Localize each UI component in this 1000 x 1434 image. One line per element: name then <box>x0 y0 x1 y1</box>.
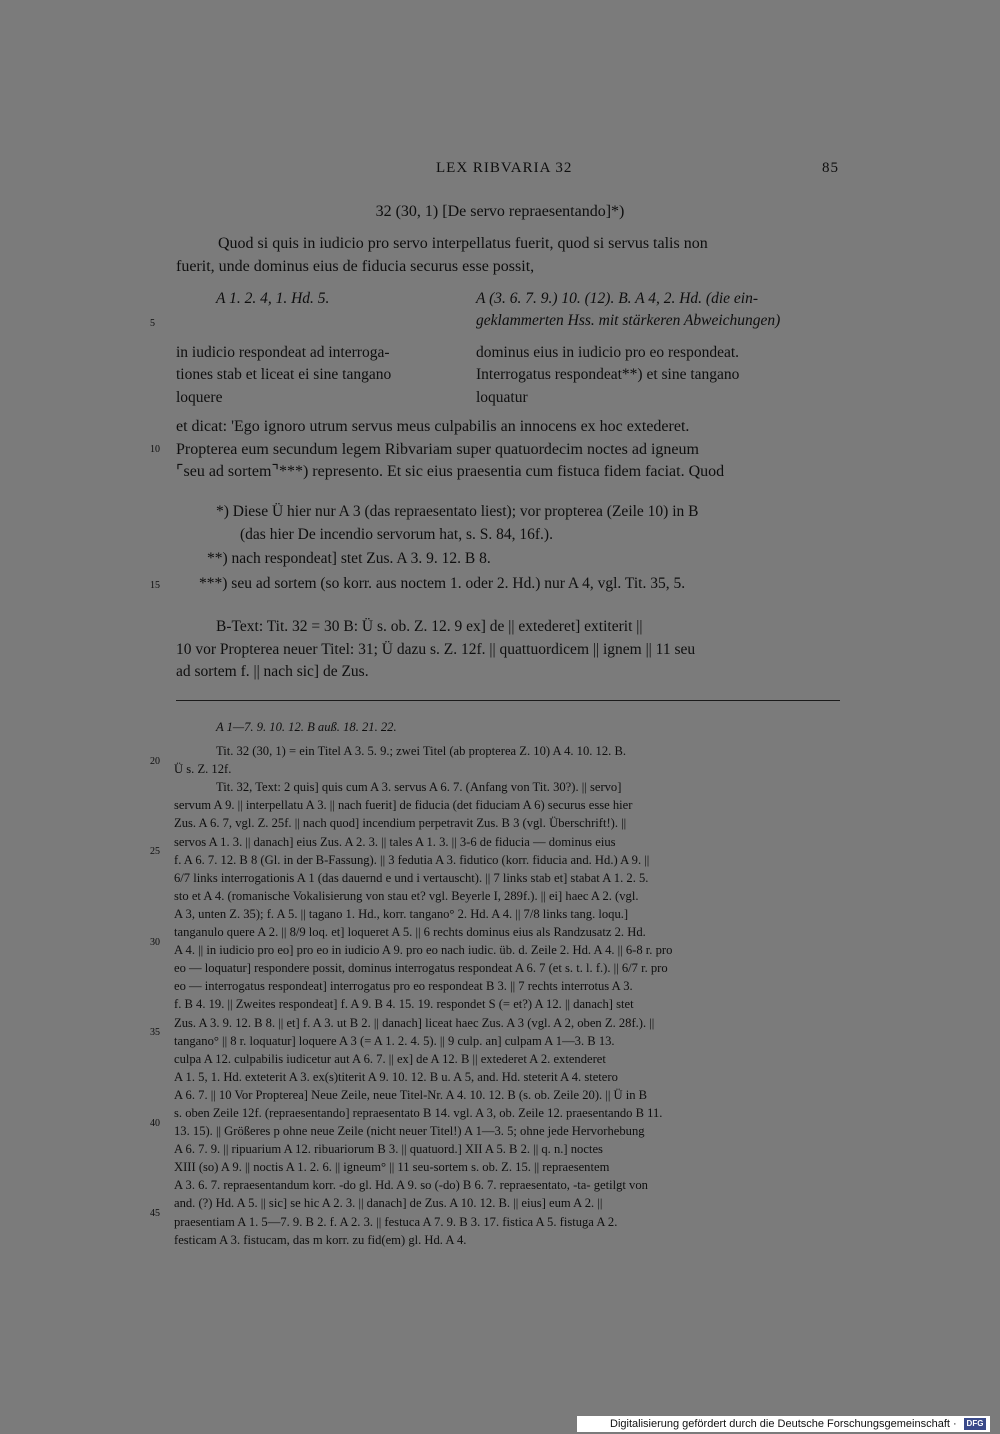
b-text <box>176 616 840 684</box>
footnote-1-cont: (das hier De incendio servorum hat, s. S. 84, 16f.). <box>240 526 553 543</box>
section-title: 32 (30, 1) [De servo repraesentando]*) <box>375 203 625 220</box>
line-number: 20 <box>150 756 160 767</box>
apparatus-line: A 6. 7. 9. || ripuarium A 12. ribuariorum B 3. || quatuord.] XII A 5. B 2. || q. n.] noctes <box>174 1142 603 1157</box>
right-line: Interrogatus respondeat**) et sine tangano <box>476 366 740 384</box>
right-head-line: A (3. 6. 7. 9.) 10. (12). B. A 4, 2. Hd. (die ein- <box>476 290 758 307</box>
line-number: 15 <box>150 580 160 591</box>
continuation-line: ⌜seu ad sortem⌝***) represento. Et sic eius praesentia cum fistuca fidem faciat. Quod <box>176 463 725 481</box>
right-column-text <box>476 342 840 409</box>
page-number: 85 <box>822 160 839 176</box>
apparatus-line: Ü s. Z. 12f. <box>174 762 232 777</box>
apparatus-line: Zus. A 6. 7, vgl. Z. 25f. || nach quod] incendium perpetravit Zus. B 3 (vgl. Überschrift!). || <box>174 816 627 831</box>
apparatus-line: Zus. A 3. 9. 12. B 8. || et] f. A 3. ut B 2. || danach] liceat haec Zus. A 3 (vgl. A 2, oben Z. 28f.). || <box>174 1015 655 1030</box>
line-number: 45 <box>150 1208 160 1219</box>
footnote-3: ***) seu ad sortem (so korr. aus noctem 1. oder 2. Hd.) nur A 4, vgl. Tit. 35, 5. <box>199 575 686 592</box>
apparatus-line: praesentiam A 1. 5—7. 9. B 2. f. A 2. 3. || festuca A 7. 9. B 3. 17. fistica A 5. fistuga A 2. <box>174 1214 618 1229</box>
apparatus-line: culpa A 12. culpabilis iudicetur aut A 6. 7. || ex] de A 12. B || extederet A 2. extenderet <box>174 1051 606 1066</box>
left-line: in iudicio respondeat ad interroga- <box>176 344 390 361</box>
continuation-paragraph <box>176 416 840 484</box>
intro-line: Quod si quis in iudicio pro servo interpellatus fuerit, quod si servus talis non <box>218 235 708 252</box>
dfg-logo-icon: DFG <box>964 1418 986 1430</box>
apparatus-line: tanganulo quere A 2. || 8/9 loq. et] loqueret A 5. || 6 rechts dominus eius als Randzusatz 2. Hd. <box>174 925 646 940</box>
apparatus-line: XIII (so) A 9. || noctis A 1. 2. 6. || igneum° || 11 seu-sortem s. ob. Z. 15. || repraesentem <box>174 1160 610 1175</box>
b-text-line: 10 vor Propterea neuer Titel: 31; Ü dazu s. Z. 12f. || quattuordicem || ignem || 11 seu <box>176 640 696 658</box>
line-number: 25 <box>150 846 160 857</box>
divider-rule <box>176 700 840 701</box>
running-title: LEX RIBVARIA 32 <box>436 160 573 176</box>
apparatus-line: s. oben Zeile 12f. (repraesentando] repraesentato B 14. vgl. A 3, ob. Zeile 12. praesentando B 11. <box>174 1105 663 1120</box>
intro-paragraph <box>176 233 840 278</box>
right-line: loquatur <box>476 388 528 406</box>
apparatus-line: 6/7 links interrogationis A 1 (das dauernd e und i vertauscht). || 7 links stab et] stabat A 1. 2. 5. <box>174 870 649 885</box>
apparatus-line: Tit. 32, Text: 2 quis] quis cum A 3. servus A 6. 7. (Anfang von Tit. 30?). || servo] <box>216 780 622 795</box>
right-line: dominus eius in iudicio pro eo respondeat. <box>476 344 740 361</box>
line-number: 5 <box>150 318 155 329</box>
apparatus-line: A 3, unten Z. 35); f. A 5. || tagano 1. Hd., korr. tangano° 2. Hd. A 4. || 7/8 links tang. loqu.] <box>174 906 629 921</box>
intro-line: fuerit, unde dominus eius de fiducia securus esse possit, <box>176 257 535 275</box>
apparatus-line: f. A 6. 7. 12. B 8 (Gl. in der B-Fassung). || 3 fedutia A 3. fidutico (korr. fiducia and. Hd.) A 9. || <box>174 852 650 867</box>
dfg-footer <box>577 1416 990 1432</box>
apparatus-line: A 1—7. 9. 10. 12. B auß. 18. 21. 22. <box>216 720 397 734</box>
right-head-line: geklammerten Hss. mit stärkeren Abweichungen) <box>476 312 781 330</box>
left-column-text <box>176 342 444 409</box>
footnote-1: *) Diese Ü hier nur A 3 (das repraesentato liest); vor propterea (Zeile 10) in B <box>216 503 699 520</box>
left-line: tiones stab et liceat ei sine tangano <box>176 366 392 384</box>
continuation-line: Propterea eum secundum legem Ribvariam super quatuordecim noctes ad igneum <box>176 440 699 458</box>
continuation-line: et dicat: 'Ego ignoro utrum servus meus culpabilis an innocens ex hoc extederet. <box>176 418 690 435</box>
apparatus-line: f. B 4. 19. || Zweites respondeat] f. A 9. B 4. 15. 19. respondet S (= et?) A 12. || danach] stet <box>174 997 634 1012</box>
apparatus-line: eo — loquatur] respondere possit, dominus interrogatus respondeat A 6. 7 (et s. t. l. f.). || 6/7 r. pro <box>174 961 668 976</box>
right-column-head <box>476 288 840 333</box>
apparatus-line: 13. 15). || Größeres p ohne neue Zeile (nicht neuer Titel!) A 1—3. 5; ohne jede Hervorhebung <box>174 1124 645 1139</box>
apparatus-line: festicam A 3. fistucam, das m korr. zu fid(em) gl. Hd. A 4. <box>174 1232 467 1247</box>
apparatus-line: A 6. 7. || 10 Vor Propterea] Neue Zeile, neue Titel-Nr. A 4. 10. 12. B (s. ob. Zeile 20). || Ü in B <box>174 1087 648 1102</box>
line-number: 10 <box>150 444 160 455</box>
b-text-line: ad sortem f. || nach sic] de Zus. <box>176 663 369 680</box>
critical-apparatus <box>174 718 842 1249</box>
left-line: loquere <box>176 388 223 406</box>
line-number: 35 <box>150 1027 160 1038</box>
footer-text: Digitalisierung gefördert durch die Deutsche Forschungsgemeinschaft · <box>610 1418 957 1430</box>
apparatus-line: servos A 1. 3. || danach] eius Zus. A 2. 3. || tales A 1. 3. || 3-6 de fiducia — dominus eius <box>174 834 616 849</box>
apparatus-line: eo — interrogatus respondeat] interrogatus pro eo respondeat B 3. || 7 rechts interrotus A 3. <box>174 979 633 994</box>
left-column-head: A 1. 2. 4, 1. Hd. 5. <box>216 290 330 307</box>
line-number: 40 <box>150 1118 160 1129</box>
apparatus-line: tangano° || 8 r. loquatur] loquere A 3 (= A 1. 2. 4. 5). || 9 culp. an] culpam A 1—3. B 13. <box>174 1033 615 1048</box>
b-text-line: B-Text: Tit. 32 = 30 B: Ü s. ob. Z. 12. 9 ex] de || extederet] extiterit || <box>216 618 643 635</box>
apparatus-line: A 3. 6. 7. repraesentandum korr. -do gl. Hd. A 9. so (-do) B 6. 7. repraesentato, -ta- getilgt von <box>174 1178 648 1193</box>
apparatus-line: Tit. 32 (30, 1) = ein Titel A 3. 5. 9.; zwei Titel (ab propterea Z. 10) A 4. 10. 12. B. <box>216 744 626 759</box>
apparatus-line: and. (?) Hd. A 5. || sic] se hic A 2. 3. || danach] de Zus. A 10. 12. B. || eius] eum A 2. || <box>174 1196 603 1211</box>
apparatus-line: A 1. 5, 1. Hd. exteterit A 3. ex(s)titerit A 9. 10. 12. B u. A 5, and. Hd. steterit A 4. stetero <box>174 1069 618 1084</box>
apparatus-line: sto et A 4. (romanische Vokalisierung von stau et? vgl. Beyerle I, 289f.). || ei] haec A 2. (vgl. <box>174 888 639 903</box>
line-number: 30 <box>150 937 160 948</box>
footnote-2: **) nach respondeat] stet Zus. A 3. 9. 12. B 8. <box>207 550 491 567</box>
apparatus-line: servum A 9. || interpellatu A 3. || nach fuerit] de fiducia (det fiduciam A 6) securus esse hier <box>174 798 633 813</box>
apparatus-line: A 4. || in iudicio pro eo] pro eo in iudicio A 9. pro eo nach iudic. üb. d. Zeile 2. Hd. A 4. || 6-8 r. pro <box>174 943 673 958</box>
